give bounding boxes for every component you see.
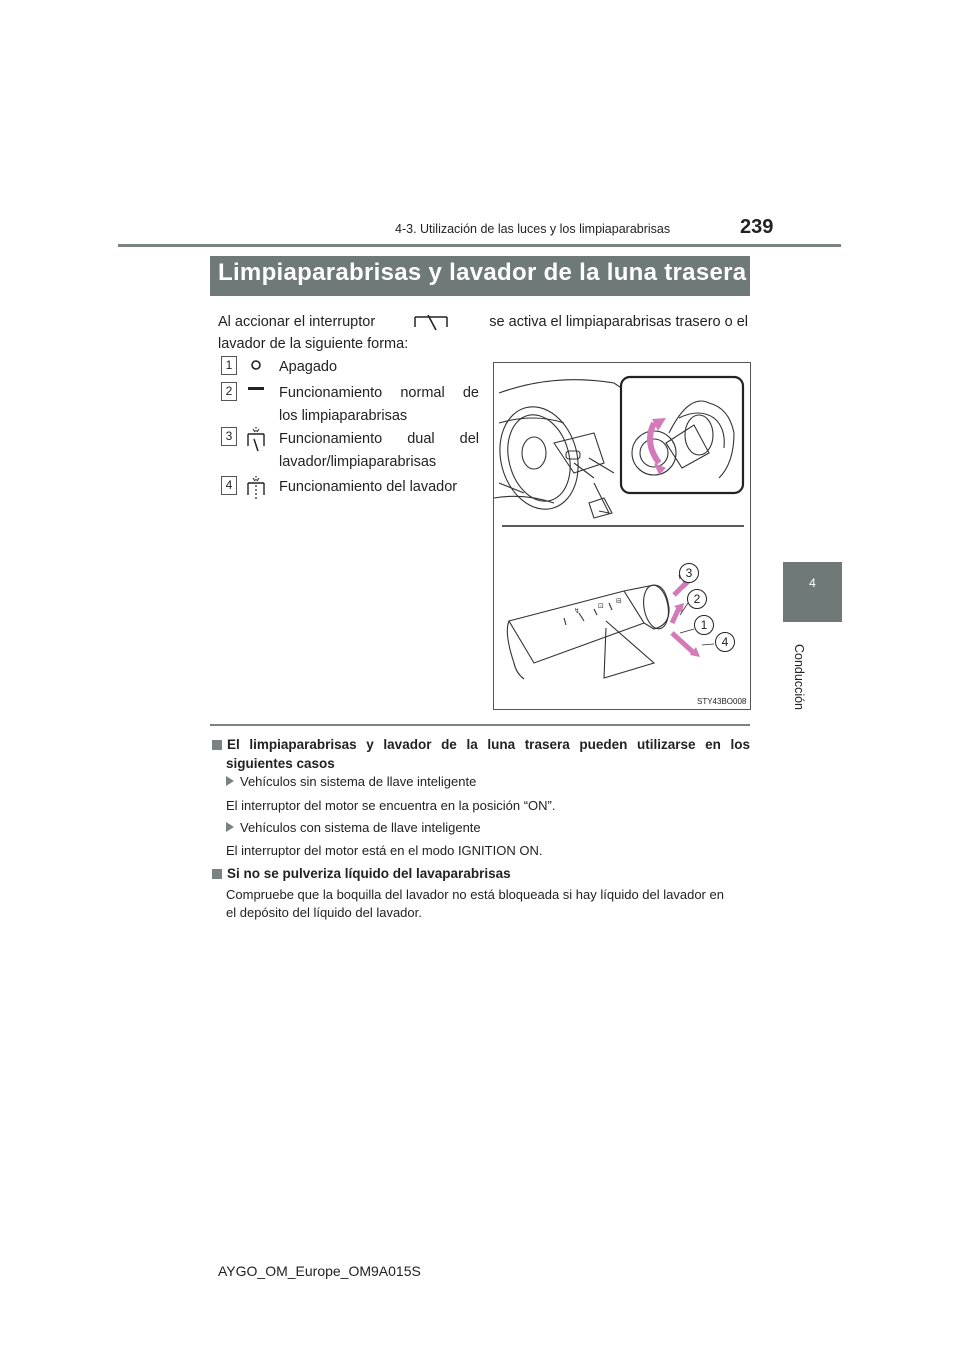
wiper-lever-illustration — [493, 362, 751, 710]
intro-part-2: se activa el limpiaparabrisas trasero o el — [489, 314, 748, 330]
header-rule — [118, 244, 841, 247]
lever-drawing — [507, 583, 671, 679]
number-box: 3 — [221, 427, 237, 446]
section-header: 4-3. Utilización de las luces y los limpiaparabrisas — [395, 222, 671, 236]
intro-line-2: lavador de la siguiente forma: — [218, 336, 409, 352]
note-1-case-2-detail: El interruptor del motor está en el modo IGNITION ON. — [226, 843, 543, 858]
washer-icon — [244, 474, 268, 502]
triangle-bullet-icon — [226, 822, 234, 832]
position-label: Funcionamiento del lavador — [279, 479, 458, 495]
page-title: Limpiaparabrisas y lavador de la luna trasera — [218, 259, 747, 286]
wiper-washer-icon — [244, 425, 268, 453]
zoom-inset — [621, 377, 743, 493]
svg-text:↯: ↯ — [574, 607, 580, 615]
callout-4: 4 — [715, 632, 735, 652]
illustration-drawing — [494, 363, 750, 709]
lever-symbols — [574, 597, 622, 615]
position-label-line-2: lavador/limpiaparabrisas — [279, 454, 437, 470]
triangle-bullet-icon — [226, 776, 234, 786]
square-bullet-icon — [212, 740, 222, 750]
note-1-title — [212, 735, 750, 773]
note-1-case-2 — [226, 819, 481, 837]
square-bullet-icon — [212, 869, 222, 879]
note-1-title-line-2: siguientes casos — [226, 756, 335, 771]
callout-1: 1 — [694, 615, 714, 635]
position-label-line-1: Funcionamiento normal de — [279, 385, 479, 401]
off-circle-icon — [248, 359, 264, 373]
svg-text:⊟: ⊟ — [616, 597, 622, 605]
note-1-case-1-text: Vehículos sin sistema de llave inteligente — [240, 774, 477, 789]
page-number: 239 — [740, 216, 774, 238]
note-2-title — [212, 864, 511, 883]
note-1-title-line-1 — [212, 735, 750, 754]
svg-text:⊡: ⊡ — [598, 602, 604, 610]
arrow-4-icon — [672, 633, 694, 653]
number-box: 1 — [221, 356, 237, 375]
chapter-number: 4 — [809, 576, 816, 590]
callout-2: 2 — [687, 589, 707, 609]
position-label-line-1: Funcionamiento dual del — [279, 431, 479, 447]
document-footer: AYGO_OM_Europe_OM9A015S — [218, 1263, 421, 1279]
section-rule — [210, 724, 750, 726]
note-1-case-1-detail: El interruptor del motor se encuentra en la posición “ON”. — [226, 798, 556, 813]
arrow-2-icon — [672, 608, 679, 623]
number-box: 4 — [221, 476, 237, 495]
intro-part-1: Al accionar el interruptor — [218, 314, 376, 330]
intro-line-1 — [218, 311, 748, 333]
note-2-title-text: Si no se pulveriza líquido del lavaparabrisas — [227, 866, 511, 881]
illustration-code: STY43BO008 — [697, 697, 747, 706]
position-label: Apagado — [279, 359, 338, 375]
chapter-label — [792, 630, 820, 740]
position-label-line-2: los limpiaparabrisas — [279, 408, 408, 424]
chapter-label-text: Conducción — [792, 643, 807, 711]
chapter-tab — [783, 562, 842, 622]
note-1-case-1 — [226, 773, 476, 791]
position-label — [279, 428, 479, 474]
position-label — [279, 382, 479, 428]
note-2-line-1: Compruebe que la boquilla del lavador no está bloqueada si hay líquido del lavador en — [226, 887, 724, 902]
note-1-case-2-text: Vehículos con sistema de llave inteligente — [240, 820, 481, 835]
note-1-title-text: El limpiaparabrisas y lavador de la luna trasera pueden utilizarse en los — [227, 737, 750, 752]
number-box: 2 — [221, 382, 237, 401]
rear-wiper-switch-icon — [412, 311, 452, 333]
normal-dash-icon — [246, 384, 266, 394]
note-2-line-2: el depósito del líquido del lavador. — [226, 905, 422, 920]
callout-3: 3 — [679, 563, 699, 583]
